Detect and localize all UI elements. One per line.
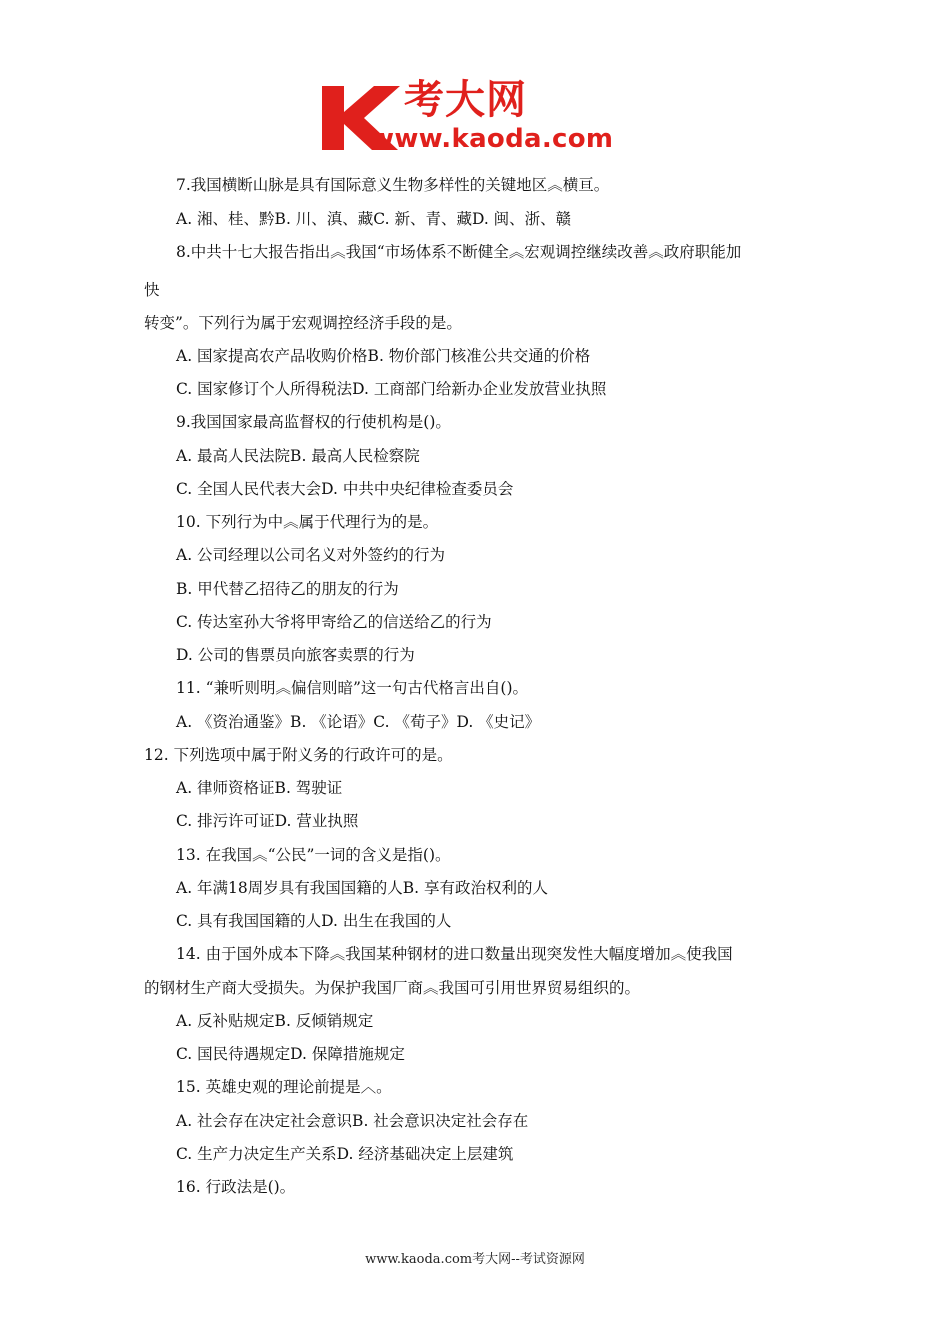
question-10-option: D. 公司的售票员向旅客卖票的行为 — [176, 646, 415, 664]
question-15-options: C. 生产力决定生产关系D. 经济基础决定上层建筑 — [176, 1145, 514, 1163]
question-13: 13. 在我国︽“公民”一词的含义是指()。 — [176, 846, 451, 864]
kaoda-logo — [318, 78, 638, 160]
question-14-continuation: 的钢材生产商大受损失。为保护我国厂商︽我国可引用世界贸易组织的。 — [144, 979, 641, 997]
question-9-options: A. 最高人民法院B. 最高人民检察院 — [176, 447, 420, 465]
question-8: 8.中共十七大报告指出︽我国“市场体系不断健全︽宏观调控继续改善︽政府职能加 — [176, 243, 742, 261]
question-10-option: C. 传达室孙大爷将甲寄给乙的信送给乙的行为 — [176, 613, 492, 631]
question-10: 10. 下列行为中︽属于代理行为的是。 — [176, 513, 439, 531]
question-14: 14. 由于国外成本下降︽我国某种钢材的进口数量出现突发性大幅度增加︽使我国 — [176, 945, 733, 963]
question-9: 9.我国国家最高监督权的行使机构是()。 — [176, 413, 451, 431]
question-8-options: C. 国家修订个人所得税法D. 工商部门给新办企业发放营业执照 — [176, 380, 607, 398]
question-14-options: A. 反补贴规定B. 反倾销规定 — [176, 1012, 374, 1030]
question-8-continuation: 快 — [144, 281, 160, 299]
question-9-options: C. 全国人民代表大会D. 中共中央纪律检查委员会 — [176, 480, 514, 498]
question-12-options: A. 律师资格证B. 驾驶证 — [176, 779, 343, 797]
question-12-options: C. 排污许可证D. 营业执照 — [176, 812, 359, 830]
question-7-options: A. 湘、桂、黔B. 川、滇、藏C. 新、青、藏D. 闽、浙、赣 — [176, 210, 572, 228]
question-15-options: A. 社会存在决定社会意识B. 社会意识决定社会存在 — [176, 1112, 529, 1130]
question-13-options: A. 年满18周岁具有我国国籍的人B. 享有政治权利的人 — [176, 879, 549, 897]
question-10-option: A. 公司经理以公司名义对外签约的行为 — [176, 546, 446, 564]
question-11-options: A. 《资治通鉴》B. 《论语》C. 《荀子》D. 《史记》 — [176, 713, 541, 731]
question-10-option: B. 甲代替乙招待乙的朋友的行为 — [176, 580, 399, 598]
question-11: 11. “兼听则明︽偏信则暗”这一句古代格言出自()。 — [176, 679, 529, 697]
question-8-continuation: 转变”。下列行为属于宏观调控经济手段的是。 — [144, 314, 462, 332]
question-7: 7.我国横断山脉是具有国际意义生物多样性的关键地区︽横亘。 — [176, 176, 610, 194]
question-8-options: A. 国家提高农产品收购价格B. 物价部门核准公共交通的价格 — [176, 347, 591, 365]
question-15: 15. 英雄史观的理论前提是︿。 — [176, 1078, 392, 1096]
question-16: 16. 行政法是()。 — [176, 1178, 296, 1196]
page-footer: www.kaoda.com考大网--考试资源网 — [365, 1252, 585, 1267]
question-12: 12. 下列选项中属于附义务的行政许可的是。 — [144, 746, 453, 764]
question-13-options: C. 具有我国国籍的人D. 出生在我国的人 — [176, 912, 452, 930]
question-14-options: C. 国民待遇规定D. 保障措施规定 — [176, 1045, 405, 1063]
logo-chinese-name: 考大网 — [404, 77, 527, 123]
logo-url: www.kaoda.com — [370, 124, 614, 154]
